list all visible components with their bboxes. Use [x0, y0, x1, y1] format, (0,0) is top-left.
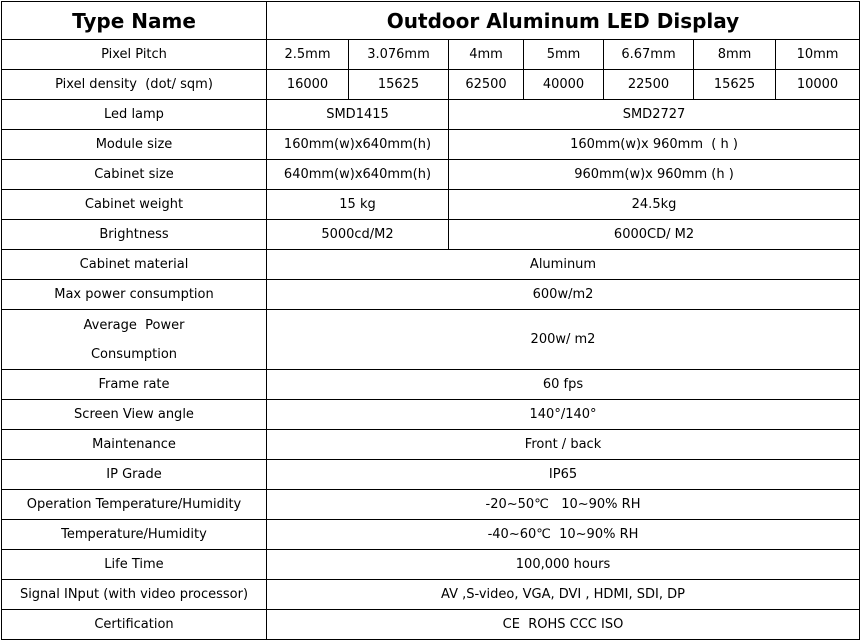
value-cell: 100,000 hours: [267, 550, 860, 580]
value-cell: 200w/ m2: [267, 310, 860, 370]
density-cell: 62500: [449, 70, 524, 100]
value-cell: -20~50℃ 10~90% RH: [267, 490, 860, 520]
row-max-power: [2, 280, 860, 310]
row-label: Cabinet size: [2, 160, 267, 190]
row-maintenance: [2, 430, 860, 460]
row-temperature-humidity: [2, 520, 860, 550]
pitch-cell: 8mm: [694, 40, 776, 70]
row-label: Life Time: [2, 550, 267, 580]
pitch-cell: 4mm: [449, 40, 524, 70]
value-cell: 960mm(w)x 960mm (h ): [449, 160, 860, 190]
value-cell: IP65: [267, 460, 860, 490]
type-name-header: Type Name: [2, 2, 267, 40]
pitch-cell: 5mm: [524, 40, 604, 70]
row-label: Cabinet weight: [2, 190, 267, 220]
value-cell: 160mm(w)x640mm(h): [267, 130, 449, 160]
value-cell: SMD2727: [449, 100, 860, 130]
row-pixel-density: [2, 70, 860, 100]
row-label-stack: [2, 311, 266, 369]
value-cell: SMD1415: [267, 100, 449, 130]
row-label: Signal INput (with video processor): [2, 580, 267, 610]
row-label: Frame rate: [2, 370, 267, 400]
density-cell: 22500: [604, 70, 694, 100]
row-average-power: [2, 310, 860, 370]
row-label-line: Average Power: [83, 317, 185, 333]
row-label: Temperature/Humidity: [2, 520, 267, 550]
density-cell: 40000: [524, 70, 604, 100]
value-cell: Aluminum: [267, 250, 860, 280]
row-label: Certification: [2, 610, 267, 640]
row-label: IP Grade: [2, 460, 267, 490]
row-module-size: [2, 130, 860, 160]
pitch-cell: 2.5mm: [267, 40, 349, 70]
row-led-lamp: [2, 100, 860, 130]
row-cabinet-size: [2, 160, 860, 190]
value-cell: 15 kg: [267, 190, 449, 220]
row-cabinet-material: [2, 250, 860, 280]
value-cell: 24.5kg: [449, 190, 860, 220]
row-label: Brightness: [2, 220, 267, 250]
row-label-line: Consumption: [90, 346, 178, 362]
value-cell: 5000cd/M2: [267, 220, 449, 250]
pitch-cell: 6.67mm: [604, 40, 694, 70]
value-cell: 640mm(w)x640mm(h): [267, 160, 449, 190]
value-cell: CE ROHS CCC ISO: [267, 610, 860, 640]
row-signal-input: [2, 580, 860, 610]
value-cell: AV ,S-video, VGA, DVI , HDMI, SDI, DP: [267, 580, 860, 610]
value-cell: 160mm(w)x 960mm ( h ): [449, 130, 860, 160]
row-label: Pixel density (dot/ sqm): [2, 70, 267, 100]
row-label: Operation Temperature/Humidity: [2, 490, 267, 520]
row-cabinet-weight: [2, 190, 860, 220]
value-cell: -40~60℃ 10~90% RH: [267, 520, 860, 550]
row-operation-temperature: [2, 490, 860, 520]
density-cell: 15625: [349, 70, 449, 100]
value-cell: 140°/140°: [267, 400, 860, 430]
row-frame-rate: [2, 370, 860, 400]
row-label: Screen View angle: [2, 400, 267, 430]
header-row: [2, 2, 860, 40]
row-view-angle: [2, 400, 860, 430]
row-label: Led lamp: [2, 100, 267, 130]
row-label: [2, 310, 267, 370]
value-cell: 60 fps: [267, 370, 860, 400]
value-cell: Front / back: [267, 430, 860, 460]
pitch-cell: 3.076mm: [349, 40, 449, 70]
value-cell: 600w/m2: [267, 280, 860, 310]
row-label: Max power consumption: [2, 280, 267, 310]
row-label: Pixel Pitch: [2, 40, 267, 70]
spec-table: [1, 1, 860, 640]
density-cell: 10000: [776, 70, 860, 100]
density-cell: 15625: [694, 70, 776, 100]
row-label: Module size: [2, 130, 267, 160]
row-life-time: [2, 550, 860, 580]
product-title: Outdoor Aluminum LED Display: [267, 2, 860, 40]
value-cell: 6000CD/ M2: [449, 220, 860, 250]
pitch-cell: 10mm: [776, 40, 860, 70]
row-brightness: [2, 220, 860, 250]
density-cell: 16000: [267, 70, 349, 100]
row-label: Cabinet material: [2, 250, 267, 280]
row-label: Maintenance: [2, 430, 267, 460]
row-pixel-pitch: [2, 40, 860, 70]
row-certification: [2, 610, 860, 640]
row-ip-grade: [2, 460, 860, 490]
